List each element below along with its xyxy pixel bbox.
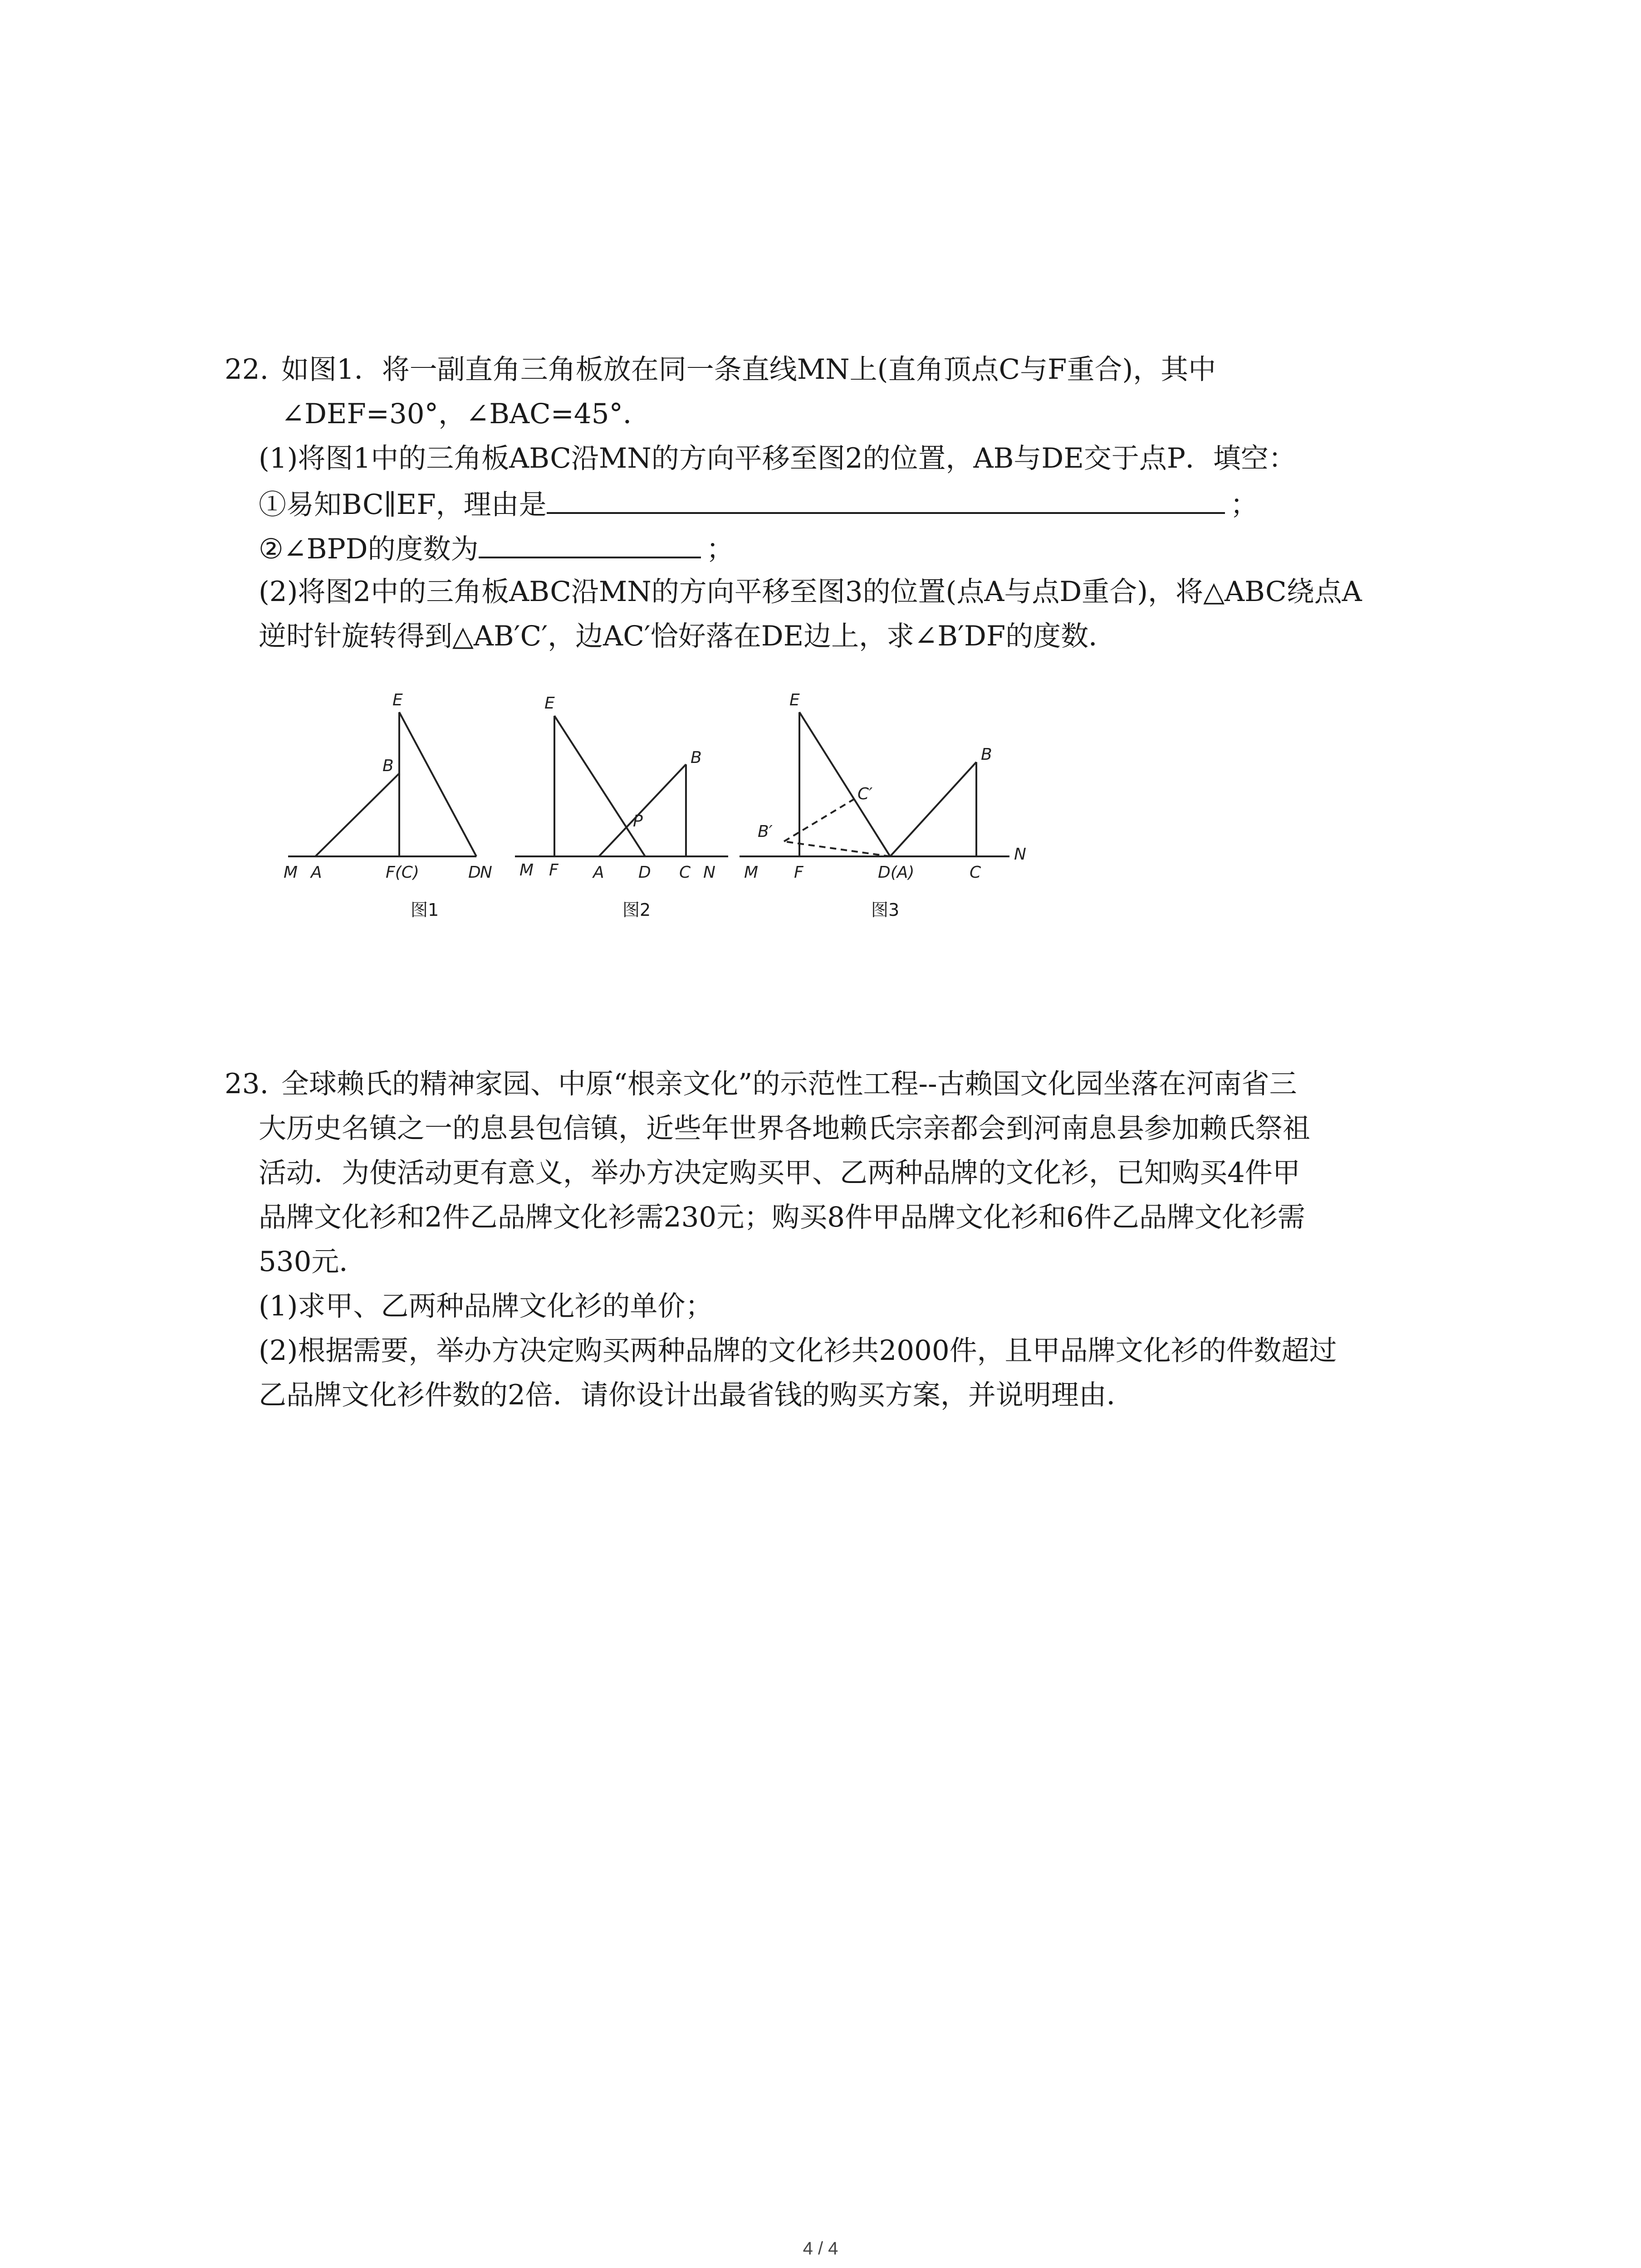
fig3-label-da: D(A) [878,863,915,882]
fig2-label-c: C [679,863,691,882]
fig3-edge-ab [890,762,976,856]
fig2-label-a: A [593,863,604,882]
fig3-edge-b1c1-dashed [784,799,854,841]
answer-blank-angle[interactable] [479,529,701,558]
q22-line-2: ∠DEF=30°，∠BAC=45°． [281,398,651,430]
fig2-edge-ed [554,716,645,856]
answer-blank-reason[interactable] [547,485,1225,514]
q23-line-3: 活动．为使活动更有意义，举办方决定购买甲、乙两种品牌的文化衫，已知购买4件甲 [259,1157,1300,1189]
fig1-caption: 图1 [411,900,439,920]
q22-line-3: (1)将图1中的三角板ABC沿MN的方向平移至图2的位置，AB与DE交于点P．填空： [259,442,1296,474]
fig1-edge-ed [399,712,476,856]
figure-1 [288,712,476,856]
fig1-label-d: D [468,863,481,882]
q22-part1-reason-label: ①易知BC∥EF，理由是 [259,489,547,521]
fig2-label-n: N [703,863,715,882]
fig2-label-m: M [519,861,534,880]
q23-line-8: 乙品牌文化衫件数的2倍．请你设计出最省钱的购买方案，并说明理由． [259,1379,1134,1411]
q22-line-4 [259,485,1258,523]
fig1-edge-ab [315,773,399,856]
fig3-label-c: C [970,863,981,882]
q22-line-1: 如图1．将一副直角三角板放在同一条直线MN上(直角顶点C与F重合)，其中 [281,353,1216,386]
fig3-caption: 图3 [871,900,900,920]
fig1-label-n: N [480,863,492,882]
q22-line-7: 逆时针旋转得到△AB′C′，边AC′恰好落在DE边上，求∠B′DF的度数． [259,620,1117,652]
fig3-label-b-prime: B′ [758,822,773,841]
geometry-figures [272,680,1071,934]
fig3-edge-ed [799,712,890,856]
q22-part2-angle-label: ②∠BPD的度数为 [259,533,479,565]
q23-line-7: (2)根据需要，举办方决定购买两种品牌的文化衫共2000件，且甲品牌文化衫的件数超过 [259,1334,1337,1367]
fig1-label-a: A [311,863,322,882]
fig2-edge-ab [599,764,686,856]
fig1-label-fc: F(C) [386,863,419,882]
fig2-label-e: E [544,694,555,713]
fig2-label-b: B [691,748,702,767]
q22-line-6: (2)将图2中的三角板ABC沿MN的方向平移至图3的位置(点A与点D重合)，将△ABC绕点A [259,576,1362,608]
fig2-label-p: P [633,812,643,831]
fig2-caption: 图2 [622,900,651,920]
fig1-label-m: M [284,863,298,882]
fig1-label-b: B [382,757,394,775]
q23-line-6: (1)求甲、乙两种品牌文化衫的单价； [259,1290,713,1322]
q22-line-4-end: ； [1230,489,1258,521]
fig3-label-e: E [789,691,800,709]
q22-line-5-end: ； [706,533,734,565]
fig1-label-e: E [392,691,403,709]
q23-line-1: 全球赖氏的精神家园、中原“根亲文化”的示范性工程--古赖国文化园坐落在河南省三 [281,1068,1297,1100]
fig3-label-n: N [1014,845,1026,864]
figure-3 [740,712,1009,856]
fig3-label-c-prime: C′ [857,785,873,803]
q23-line-4: 品牌文化衫和2件乙品牌文化衫需230元；购买8件甲品牌文化衫和6件乙品牌文化衫需 [259,1201,1305,1233]
fig2-label-d: D [638,863,651,882]
q23-line-5: 530元． [259,1246,367,1278]
fig2-label-f: F [549,861,558,880]
page-number: 4 / 4 [803,2239,838,2258]
fig3-label-f: F [794,863,803,882]
figure-2 [515,716,728,856]
question-23-number: 23. [225,1068,269,1100]
fig3-label-b: B [981,745,992,764]
question-22-number: 22. [225,353,269,386]
q22-line-5 [259,529,734,567]
q23-line-2: 大历史名镇之一的息县包信镇，近些年世界各地赖氏宗亲都会到河南息县参加赖氏祭祖 [259,1112,1311,1144]
fig3-label-m: M [744,863,759,882]
